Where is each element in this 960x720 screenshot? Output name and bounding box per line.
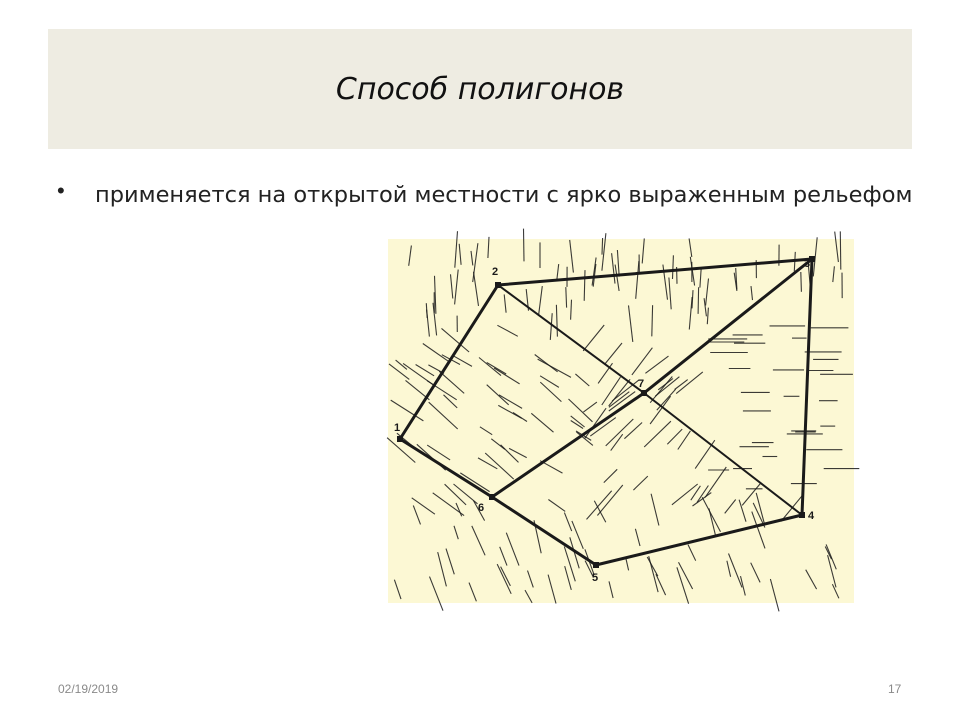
hatch-stroke bbox=[564, 513, 571, 532]
station-label-7: 7 bbox=[638, 378, 645, 390]
hatch-stroke bbox=[669, 278, 671, 310]
bullet-dot: • bbox=[57, 178, 65, 203]
hatch-stroke bbox=[565, 566, 572, 590]
station-label-5: 5 bbox=[592, 572, 599, 584]
hatch-stroke bbox=[556, 305, 557, 337]
station-marker-2 bbox=[495, 282, 501, 288]
hatch-stroke bbox=[689, 297, 692, 329]
hatch-stroke bbox=[569, 399, 593, 422]
hatch-stroke bbox=[645, 356, 668, 373]
hatch-stroke bbox=[494, 368, 519, 384]
hatch-stroke bbox=[506, 533, 519, 566]
hatch-stroke bbox=[828, 555, 836, 587]
hatch-stroke bbox=[513, 412, 527, 421]
hatch-stroke bbox=[524, 229, 525, 262]
traverse-edge-5-6 bbox=[492, 497, 596, 565]
hatch-stroke bbox=[548, 575, 556, 604]
hatch-stroke bbox=[656, 574, 666, 595]
station-label-2: 2 bbox=[492, 266, 499, 278]
hatch-stroke bbox=[539, 286, 543, 316]
hatch-stroke bbox=[584, 270, 585, 301]
traverse-edge-6-1 bbox=[400, 439, 492, 497]
traverse-edge-4-5 bbox=[596, 515, 802, 565]
station-label-1: 1 bbox=[394, 422, 401, 434]
hatch-stroke bbox=[756, 493, 765, 525]
station-marker-5 bbox=[593, 562, 599, 568]
station-marker-1 bbox=[397, 436, 403, 442]
hatch-stroke bbox=[612, 253, 615, 283]
hatch-stroke bbox=[833, 266, 835, 282]
traverse-lines bbox=[400, 259, 812, 565]
hatch-stroke bbox=[478, 458, 497, 469]
hatch-stroke bbox=[445, 484, 467, 505]
hatch-stroke bbox=[698, 287, 699, 314]
hatch-stroke bbox=[583, 402, 597, 412]
hatch-stroke bbox=[679, 562, 693, 589]
hatch-stroke bbox=[540, 376, 559, 388]
hatch-stroke bbox=[739, 500, 746, 522]
hatch-stroke bbox=[454, 526, 458, 539]
hatch-stroke bbox=[427, 310, 430, 337]
hatch-stroke bbox=[705, 467, 726, 497]
hatch-stroke bbox=[471, 251, 473, 266]
hatch-stroke bbox=[652, 305, 653, 336]
polygon-diagram bbox=[388, 239, 854, 603]
hatch-stroke bbox=[633, 476, 647, 490]
hatch-stroke bbox=[575, 374, 589, 386]
hatch-stroke bbox=[725, 500, 736, 514]
station-marker-7 bbox=[641, 390, 647, 396]
hatch-stroke bbox=[501, 567, 511, 586]
hatch-stroke bbox=[672, 484, 698, 505]
hatch-stroke bbox=[636, 261, 639, 299]
hatch-stroke bbox=[675, 380, 688, 390]
polygon-method-figure bbox=[388, 239, 854, 603]
hatch-stroke bbox=[487, 385, 509, 405]
traverse-edge-1-2 bbox=[400, 285, 498, 439]
hatch-stroke bbox=[572, 521, 583, 549]
hatch-stroke bbox=[460, 473, 489, 492]
hatch-stroke bbox=[801, 272, 802, 292]
hatch-stroke bbox=[729, 554, 743, 588]
hatch-stroke bbox=[651, 494, 659, 526]
bullet-text: применяется на открытой местности с ярко выраженным рельефом bbox=[95, 182, 913, 208]
hatch-stroke bbox=[617, 250, 619, 277]
traverse-edge-2-3 bbox=[498, 259, 812, 285]
slide-number: 17 bbox=[888, 682, 902, 696]
hatch-stroke bbox=[688, 545, 696, 561]
hatch-stroke bbox=[491, 439, 505, 450]
slide-title: Способ полигонов bbox=[335, 71, 625, 107]
hatch-stroke bbox=[690, 257, 694, 286]
hatch-stroke bbox=[451, 274, 453, 298]
footer-date: 02/19/2019 bbox=[58, 682, 119, 696]
hatch-stroke bbox=[751, 286, 753, 300]
hatch-stroke bbox=[806, 570, 817, 589]
hatch-stroke bbox=[604, 469, 617, 482]
hatch-stroke bbox=[678, 431, 691, 450]
station-marker-4 bbox=[799, 512, 805, 518]
hatch-stroke bbox=[439, 371, 464, 393]
hatch-stroke bbox=[535, 355, 558, 372]
hatch-stroke bbox=[629, 305, 633, 342]
hatch-stroke bbox=[585, 408, 606, 438]
hatch-stroke bbox=[609, 581, 613, 598]
hatch-stroke bbox=[770, 579, 779, 611]
hatch-stroke bbox=[504, 294, 506, 312]
hatch-stroke bbox=[602, 238, 603, 255]
hatch-stroke bbox=[835, 232, 839, 262]
hatch-stroke bbox=[644, 421, 671, 447]
hatch-stroke bbox=[480, 427, 492, 435]
hatch-stroke bbox=[497, 325, 517, 336]
hatch-stroke bbox=[501, 445, 519, 463]
hatch-stroke bbox=[497, 564, 511, 594]
hatch-stroke bbox=[566, 287, 567, 308]
hatch-stroke bbox=[702, 497, 720, 532]
hatch-stroke bbox=[394, 580, 401, 599]
station-label-4: 4 bbox=[808, 510, 815, 522]
hatch-stroke bbox=[485, 453, 514, 479]
hatch-stroke bbox=[423, 344, 449, 362]
traverse-edge-3-4 bbox=[802, 259, 812, 515]
hatch-stroke bbox=[689, 238, 692, 257]
hatch-stroke bbox=[538, 359, 571, 377]
traverse-edge-6-7 bbox=[492, 393, 644, 497]
hatch-stroke bbox=[525, 590, 532, 603]
hatch-stroke bbox=[606, 419, 634, 446]
hatch-stroke bbox=[452, 355, 472, 366]
hatch-stroke bbox=[469, 583, 476, 602]
hatch-stroke bbox=[642, 238, 644, 263]
title-band bbox=[48, 29, 912, 149]
hatch-stroke bbox=[456, 503, 462, 516]
station-label-6: 6 bbox=[478, 502, 485, 514]
hatch-stroke bbox=[571, 300, 572, 320]
hatch-stroke bbox=[528, 571, 534, 588]
hatch-stroke bbox=[597, 485, 622, 516]
hatch-stroke bbox=[751, 563, 760, 583]
hatch-stroke bbox=[473, 243, 478, 282]
hatch-stroke bbox=[587, 491, 612, 520]
hatch-stroke bbox=[442, 328, 470, 352]
hatch-stroke bbox=[706, 279, 709, 306]
hatch-stroke bbox=[598, 363, 612, 383]
station-label-3: 3 bbox=[804, 258, 811, 270]
hatch-stroke bbox=[611, 434, 623, 450]
traverse-edge-7-4 bbox=[644, 393, 802, 515]
hatch-stroke bbox=[540, 382, 561, 402]
hatch-stroke bbox=[727, 561, 731, 577]
hatch-stroke bbox=[605, 343, 622, 364]
hatch-stroke bbox=[700, 270, 701, 288]
hatch-stroke bbox=[455, 231, 458, 268]
hatch-stroke bbox=[446, 549, 454, 575]
hatch-stroke bbox=[429, 402, 458, 429]
hatch-stroke bbox=[474, 272, 479, 306]
hatch-stroke bbox=[444, 395, 458, 408]
hatch-stroke bbox=[550, 313, 552, 340]
hatch-stroke bbox=[548, 500, 565, 512]
hatch-stroke bbox=[499, 395, 522, 409]
hatch-stroke bbox=[667, 429, 682, 444]
hatch-stroke bbox=[459, 244, 461, 265]
hatch-stroke bbox=[455, 270, 459, 305]
hatch-stroke bbox=[707, 308, 708, 325]
hatch-stroke bbox=[472, 526, 485, 555]
hatch-stroke bbox=[583, 325, 604, 351]
hatch-stroke bbox=[438, 552, 447, 586]
hatch-stroke bbox=[609, 379, 630, 406]
hatch-stroke bbox=[531, 413, 553, 432]
hatch-stroke bbox=[676, 372, 703, 394]
hatch-stroke bbox=[673, 255, 674, 279]
hatch-stroke bbox=[500, 547, 507, 566]
hatch-stroke bbox=[409, 246, 412, 266]
station-marker-6 bbox=[489, 494, 495, 500]
hatch-stroke bbox=[647, 557, 658, 576]
hatch-stroke bbox=[635, 529, 640, 546]
hatch-stroke bbox=[488, 237, 489, 258]
terrain-hatching bbox=[387, 229, 859, 612]
hatch-stroke bbox=[677, 567, 689, 603]
hatch-stroke bbox=[413, 506, 420, 525]
hatch-stroke bbox=[570, 240, 574, 273]
hatch-stroke bbox=[840, 231, 841, 269]
hatch-stroke bbox=[479, 358, 501, 376]
hatch-stroke bbox=[430, 577, 444, 611]
hatch-stroke bbox=[557, 264, 559, 280]
